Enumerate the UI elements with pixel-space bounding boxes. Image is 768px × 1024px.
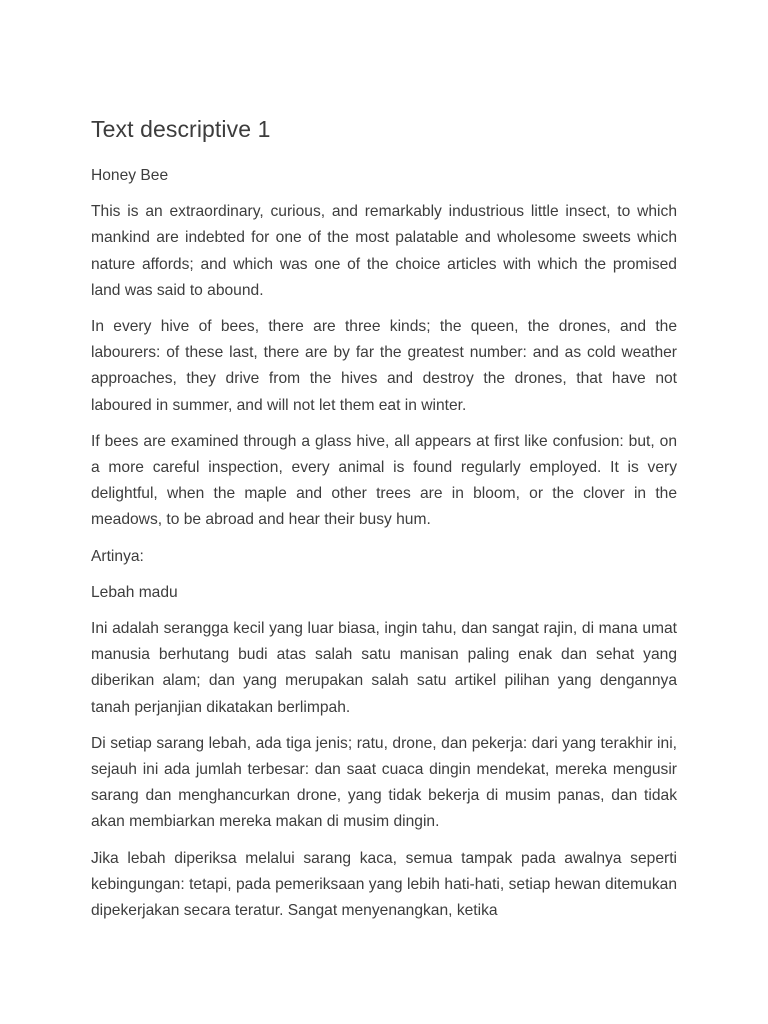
paragraph-2: In every hive of bees, there are three kinds; the queen, the drones, and the labourers: of these last, there are by far the greatest number: and as cold weather approaches, they drive from the hives and destroy the drones, that have not laboured in summer, and will not let them eat in winter. [91,318,677,414]
paragraph-1: This is an extraordinary, curious, and remarkably industrious little insect, to which mankind are indebted for one of the most palatable and wholesome sweets which nature affords; and which was one of the choice articles with which the promised land was said to abound. [91,203,677,299]
paragraph-5: Di setiap sarang lebah, ada tiga jenis; ratu, drone, dan pekerja: dari yang terakhir ini, sejauh ini ada jumlah terbesar: dan saat cuaca dingin mendekat, mereka mengusir sarang dan menghancurkan drone, yang tidak bekerja di musim panas, dan tidak akan membiarkan mereka makan di musim dingin. [91,734,677,831]
paragraph-artinya: Artinya: [91,547,144,565]
paragraph-4: Ini adalah serangga kecil yang luar biasa, ingin tahu, dan sangat rajin, di mana umat manusia berhutang budi atas salah satu manisan paling enak dan sehat yang diberikan alam; dan yang merupakan salah satu artikel pilihan yang dengannya tanah perjanjian dikatakan berlimpah. [91,620,677,716]
paragraph-heading-honey-bee: Honey Bee [91,167,169,184]
paragraph-heading-lebah-madu: Lebah madu [91,583,178,601]
paragraph-3: If bees are examined through a glass hive, all appears at first like confusion: but, on a more careful inspection, every animal is found regularly employed. It is very delightful, when the maple and other trees are in bloom, or the clover in the meadows, to be abroad and hear their busy hum. [91,432,677,529]
document-title: Text descriptive 1 [91,116,271,142]
document-page [91,112,677,934]
paragraph-6: Jika lebah diperiksa melalui sarang kaca, semua tampak pada awalnya seperti kebingungan: tetapi, pada pemeriksaan yang lebih hati-hati, setiap hewan ditemukan dipekerjakan secara teratur. Sangat menyenangkan, ketika [91,849,677,920]
